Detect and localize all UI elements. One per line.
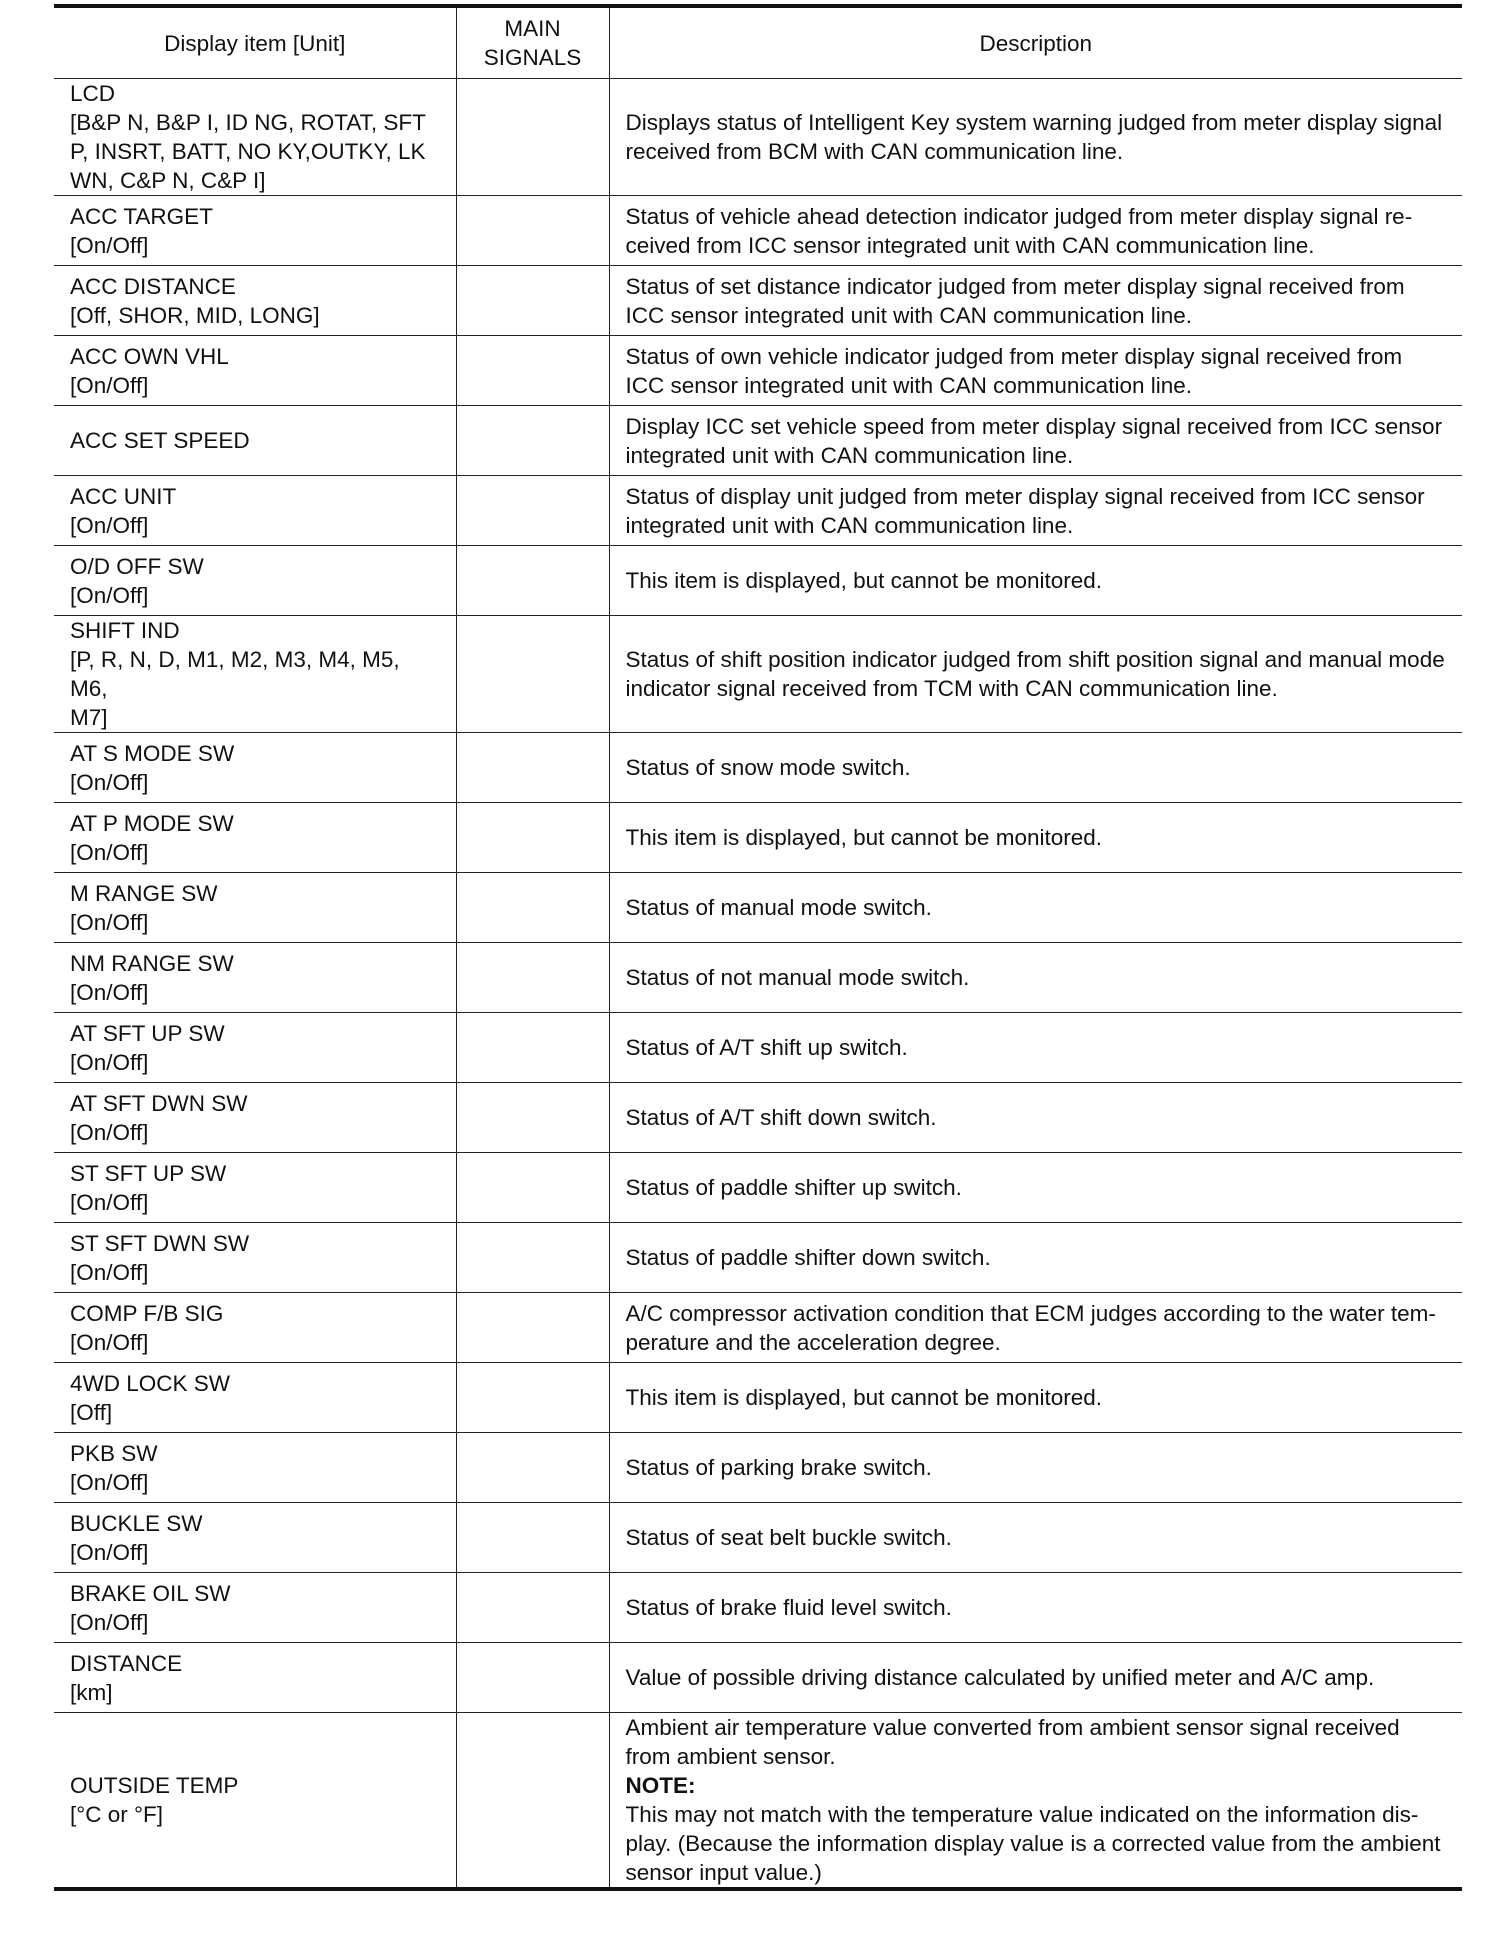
table-row [54,196,1462,266]
display-item-line: [On/Off] [70,1119,149,1145]
display-item-line: ACC SET SPEED [70,428,250,453]
table-row [54,1713,1462,1890]
description-line: Status of brake fluid level switch. [625,1595,952,1620]
description-line: indicator signal received from TCM with CAN communication line. [625,676,1278,701]
note-line: sensor input value.) [625,1860,822,1885]
description-line: Status of paddle shifter down switch. [625,1245,991,1270]
description-line: Ambient air temperature value converted from ambient sensor signal received [625,1715,1400,1740]
display-item-line: ACC DISTANCE [70,273,236,299]
table-row [54,616,1462,733]
main-signals-cell [456,1293,609,1363]
display-item-line: [On/Off] [70,1189,149,1215]
main-signals-cell [456,1013,609,1083]
description-cell [609,196,1462,266]
display-item-cell [54,1503,456,1573]
display-item-cell [54,1643,456,1713]
display-item-line: COMP F/B SIG [70,1300,224,1326]
display-item-line: [km] [70,1679,113,1705]
table-row [54,476,1462,546]
display-item-line: [On/Off] [70,232,149,258]
table-row [54,1643,1462,1713]
display-item-line: [On/Off] [70,582,149,608]
main-signals-cell [456,476,609,546]
description-cell [609,733,1462,803]
display-item-cell [54,1713,456,1890]
description-line: Status of shift position indicator judged from shift position signal and manual mode [625,647,1445,672]
table-row [54,1573,1462,1643]
display-item-cell [54,1223,456,1293]
description-line: Status of display unit judged from meter display signal received from ICC sensor [625,483,1425,509]
display-item-line: [°C or °F] [70,1802,163,1827]
description-cell [609,1643,1462,1713]
column-header-display-item: Display item [Unit] [54,6,456,79]
description-line: integrated unit with CAN communication line. [625,442,1074,468]
display-item-line: [On/Off] [70,372,149,398]
display-item-line: DISTANCE [70,1650,183,1676]
description-cell [609,476,1462,546]
description-line: Value of possible driving distance calculated by unified meter and A/C amp. [625,1665,1375,1690]
display-item-line: ST SFT DWN SW [70,1230,250,1256]
description-line: ICC sensor integrated unit with CAN communication line. [625,372,1192,398]
description-cell [609,1363,1462,1433]
display-item-line: PKB SW [70,1440,158,1466]
description-cell [609,803,1462,873]
main-signals-cell [456,546,609,616]
display-item-line: ACC UNIT [70,483,177,509]
display-item-cell [54,803,456,873]
display-item-cell [54,476,456,546]
main-signals-cell [456,1573,609,1643]
description-cell [609,1293,1462,1363]
description-cell [609,1713,1462,1890]
description-line: A/C compressor activation condition that ECM judges according to the water tem- [625,1300,1436,1326]
description-line: Status of seat belt buckle switch. [625,1525,952,1550]
display-item-line: AT S MODE SW [70,740,235,766]
display-item-line: [On/Off] [70,769,149,795]
display-item-cell [54,943,456,1013]
description-line: Status of snow mode switch. [625,755,911,780]
description-cell [609,1013,1462,1083]
display-item-line: [On/Off] [70,1469,149,1495]
display-item-line: BRAKE OIL SW [70,1580,231,1606]
display-item-cell [54,873,456,943]
main-signals-cell [456,79,609,196]
description-line: from ambient sensor. [625,1744,836,1769]
main-signals-header-line-1: MAIN [504,16,561,41]
table-row [54,406,1462,476]
display-item-line: [On/Off] [70,1049,149,1075]
display-item-line: [On/Off] [70,512,149,538]
display-item-line: ST SFT UP SW [70,1160,227,1186]
display-item-line: 4WD LOCK SW [70,1370,231,1396]
description-cell [609,546,1462,616]
note-label: NOTE: [625,1773,696,1798]
table-body [54,79,1462,1890]
table-row [54,1083,1462,1153]
description-line: Status of paddle shifter up switch. [625,1175,962,1200]
main-signals-cell [456,733,609,803]
display-item-cell [54,1083,456,1153]
description-line: This item is displayed, but cannot be monitored. [625,568,1102,593]
table-row [54,873,1462,943]
display-item-line: OUTSIDE TEMP [70,1773,239,1798]
main-signals-cell [456,1153,609,1223]
note-line: play. (Because the information display value is a corrected value from the ambient [625,1831,1441,1856]
table-row [54,79,1462,196]
description-line: Display ICC set vehicle speed from meter display signal received from ICC sensor [625,413,1443,439]
display-item-line: [On/Off] [70,1329,149,1355]
main-signals-cell [456,1713,609,1890]
description-cell [609,1503,1462,1573]
display-item-line: AT SFT DWN SW [70,1090,248,1116]
main-signals-cell [456,1363,609,1433]
description-cell [609,1153,1462,1223]
display-item-line: [On/Off] [70,1609,149,1635]
description-line: Status of set distance indicator judged from meter display signal received from [625,273,1405,299]
description-line: Status of own vehicle indicator judged from meter display signal received from [625,343,1403,369]
display-item-cell [54,733,456,803]
main-signals-cell [456,1433,609,1503]
description-cell [609,406,1462,476]
display-item-line: ACC TARGET [70,203,213,229]
description-line: received from BCM with CAN communication line. [625,139,1124,164]
table-header-row [54,6,1462,79]
table-row [54,1433,1462,1503]
main-signals-cell [456,266,609,336]
main-signals-cell [456,196,609,266]
table-row [54,943,1462,1013]
description-line: integrated unit with CAN communication line. [625,512,1074,538]
description-cell [609,943,1462,1013]
description-line: Displays status of Intelligent Key system warning judged from meter display signal [625,110,1443,135]
description-line: Status of A/T shift down switch. [625,1105,937,1130]
column-header-description: Description [609,6,1462,79]
display-item-line: WN, C&P N, C&P I] [70,168,266,193]
table-row [54,733,1462,803]
display-item-line: [On/Off] [70,839,149,865]
display-item-line: [On/Off] [70,1259,149,1285]
display-item-line: [On/Off] [70,1539,149,1565]
description-line: Status of A/T shift up switch. [625,1035,908,1060]
table-row [54,803,1462,873]
table-row [54,1013,1462,1083]
display-item-cell [54,336,456,406]
description-line: ICC sensor integrated unit with CAN communication line. [625,302,1192,328]
main-signals-cell [456,1223,609,1293]
display-item-cell [54,1013,456,1083]
description-cell [609,266,1462,336]
display-item-line: P, INSRT, BATT, NO KY,OUTKY, LK [70,139,426,164]
main-signals-cell [456,1083,609,1153]
display-item-line: BUCKLE SW [70,1510,203,1536]
description-line: This item is displayed, but cannot be monitored. [625,825,1102,850]
description-cell [609,1223,1462,1293]
table-row [54,336,1462,406]
description-line: ceived from ICC sensor integrated unit with CAN communication line. [625,232,1315,258]
description-line: Status of not manual mode switch. [625,965,970,990]
description-cell [609,616,1462,733]
description-line: Status of vehicle ahead detection indicator judged from meter display signal re- [625,203,1413,229]
table-row [54,1153,1462,1223]
description-line: This item is displayed, but cannot be monitored. [625,1385,1102,1410]
display-item-line: AT SFT UP SW [70,1020,225,1046]
display-item-line: AT P MODE SW [70,810,234,836]
display-item-line: M7] [70,705,108,730]
display-item-cell [54,1293,456,1363]
display-item-cell [54,1363,456,1433]
display-item-line: SHIFT IND [70,618,180,643]
display-item-table [54,4,1462,1891]
display-item-cell [54,1573,456,1643]
display-item-line: [Off, SHOR, MID, LONG] [70,302,320,328]
display-item-cell [54,616,456,733]
main-signals-cell [456,406,609,476]
table-row [54,266,1462,336]
description-line: perature and the acceleration degree. [625,1329,1001,1355]
main-signals-cell [456,1643,609,1713]
table-row [54,1293,1462,1363]
main-signals-header-line-2: SIGNALS [483,45,582,70]
main-signals-cell [456,1503,609,1573]
display-item-line: [On/Off] [70,979,149,1005]
note-line: This may not match with the temperature value indicated on the information dis- [625,1802,1419,1827]
display-item-cell [54,546,456,616]
description-cell [609,1433,1462,1503]
display-item-line: NM RANGE SW [70,950,234,976]
display-item-cell [54,79,456,196]
display-item-cell [54,1433,456,1503]
display-item-cell [54,196,456,266]
description-line: Status of manual mode switch. [625,895,932,920]
main-signals-cell [456,943,609,1013]
display-item-line: O/D OFF SW [70,553,204,579]
description-cell [609,79,1462,196]
display-item-line: [Off] [70,1399,113,1425]
display-item-line: M RANGE SW [70,880,218,906]
display-item-line: ACC OWN VHL [70,343,229,369]
table-row [54,546,1462,616]
description-cell [609,873,1462,943]
description-cell [609,1573,1462,1643]
column-header-main-signals [456,6,609,79]
description-line: Status of parking brake switch. [625,1455,932,1480]
display-item-line: [On/Off] [70,909,149,935]
table-row [54,1223,1462,1293]
description-cell [609,336,1462,406]
display-item-cell [54,266,456,336]
display-item-cell [54,406,456,476]
main-signals-cell [456,803,609,873]
table-row [54,1363,1462,1433]
display-item-line: [B&P N, B&P I, ID NG, ROTAT, SFT [70,110,426,135]
main-signals-cell [456,336,609,406]
main-signals-cell [456,616,609,733]
description-cell [609,1083,1462,1153]
display-item-line: [P, R, N, D, M1, M2, M3, M4, M5, M6, [70,647,400,701]
main-signals-cell [456,873,609,943]
display-item-cell [54,1153,456,1223]
table-row [54,1503,1462,1573]
display-item-line: LCD [70,81,116,106]
